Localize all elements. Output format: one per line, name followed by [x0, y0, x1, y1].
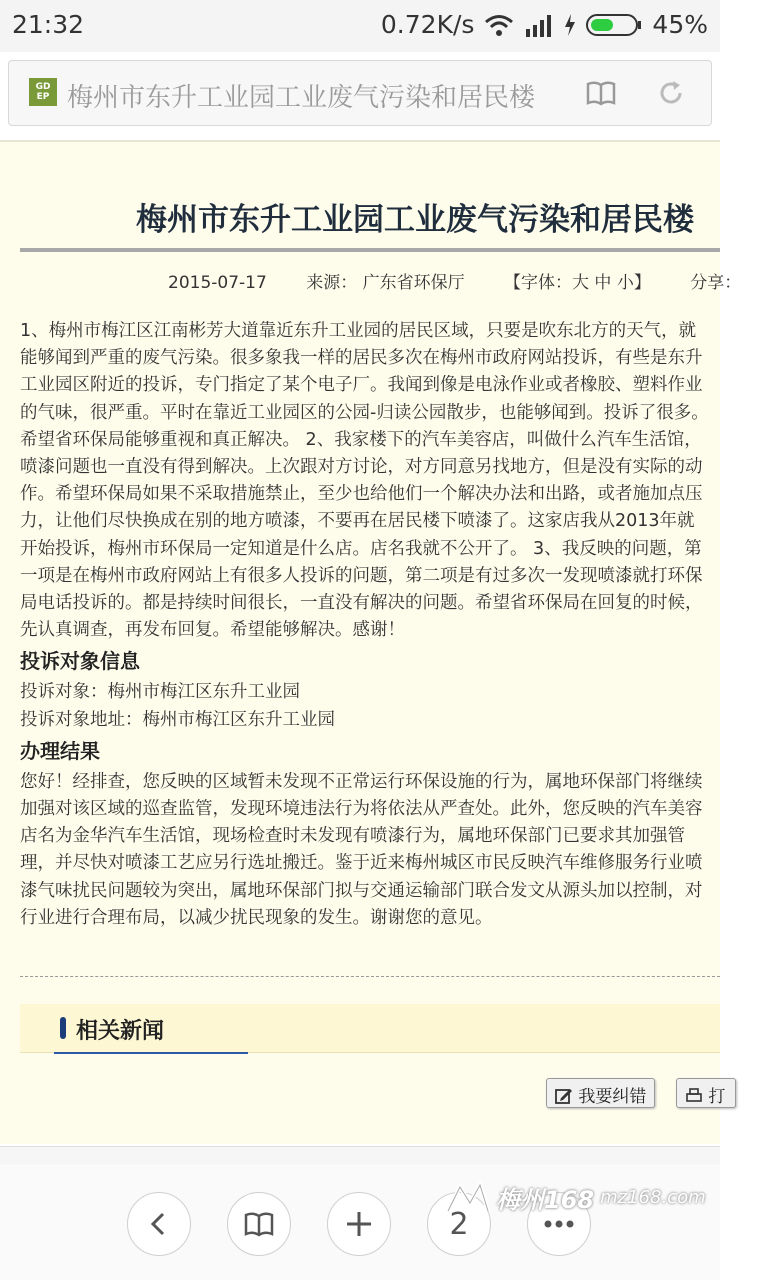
back-icon — [146, 1211, 172, 1237]
related-news-marker — [60, 1017, 66, 1039]
print-label: 打 — [708, 1087, 726, 1107]
address-bar[interactable] — [8, 60, 712, 126]
tab-count: 2 — [449, 1206, 469, 1242]
print-icon — [685, 1087, 703, 1105]
status-time: 21:32 — [12, 10, 85, 39]
refresh-icon[interactable] — [655, 77, 687, 109]
report-error-label: 我要纠错 — [578, 1087, 647, 1107]
article-date: 2015-07-17 — [168, 273, 267, 293]
complaint-target-heading: 投诉对象信息 — [20, 649, 140, 674]
related-news-header — [20, 1004, 720, 1053]
bookmarks-button[interactable] — [227, 1192, 291, 1256]
site-watermark — [446, 1180, 706, 1215]
web-page — [0, 140, 742, 1144]
more-icon — [544, 1220, 574, 1228]
signal-icon — [524, 13, 554, 37]
new-tab-button[interactable] — [327, 1192, 391, 1256]
status-icons — [381, 10, 708, 39]
font-size-selector[interactable]: 【字体：大 中 小】 — [504, 273, 651, 293]
complaint-target: 投诉对象：梅州市梅江区东升工业园 — [20, 682, 300, 703]
favicon-text: GDEP — [35, 82, 51, 102]
article-title: 梅州市东升工业园工业废气污染和居民楼 — [136, 202, 694, 238]
related-news-underline — [54, 1052, 248, 1054]
reader-mode-icon[interactable] — [585, 77, 617, 109]
network-speed: 0.72K/s — [380, 10, 475, 39]
report-error-button[interactable] — [546, 1078, 655, 1108]
battery-percent: 45% — [652, 10, 708, 39]
result-body: 您好！经排查，您反映的区域暂未发现不正常运行环保设施的行为，属地环保部门将继续加强对该区域的巡查监管，发现环境违法行为将依法从严查处。此外，您反映的汽车美容店名为金华汽车生活馆，现场检查时未发现有喷漆行为，属地环保部门已要求其加强管理，并尽快对喷漆工艺应另行选址搬迁。鉴于近来梅州城区市民反映汽车维修服务行业喷漆气味扰民问题较为突出，属地环保部门拟与交通运输部门联合发文从源头加以控制，对行业进行合理布局，以减少扰民现象的发生。谢谢您的意见。 — [20, 771, 703, 928]
result-heading: 办理结果 — [20, 738, 100, 763]
watermark-text: 梅州168 — [496, 1186, 595, 1214]
section-divider — [20, 976, 720, 977]
article-meta — [168, 268, 775, 293]
share-label[interactable]: 分享： — [690, 273, 742, 293]
related-news-label: 相关新闻 — [76, 1019, 165, 1044]
plus-icon — [345, 1210, 373, 1238]
article-source: 来源： 广东省环保厅 — [306, 273, 465, 293]
print-button[interactable] — [676, 1078, 736, 1108]
complaint-body: 1、梅州市梅江区江南彬芳大道靠近东升工业园的居民区域，只要是吹东北方的天气，就能够闻到严重的废气污染。很多象我一样的居民多次在梅州市政府网站投诉，有些是东升工业园区附近的投诉，专门指定了某个电子厂。我闻到像是电泳作业或者橡胶、塑料作业的气味，很严重。平时在靠近工业园区的公园-归读公园散步，也能够闻到。投诉了很多。希望省环保局能够重视和真正解决。 2、我家楼下的汽车美容店，叫做什么汽车生活馆，喷漆问题也一直没有得到解决。上次跟对方讨论，对方同意另找地方，但是没有实际的动作。希望环保局如果不采取措施禁止，至少也给他们一个解决办法和出路，或者施加点压力，让他们尽快换成在别的地方喷漆，不要再在居民楼下喷漆了。这家店我从2013年就开始投诉，梅州市环保局一定知道是什么店。店名我就不公开了。 3、我反映的问题，第一项是在梅州市政府网站上有很多人投诉的问题，第二项是有过多次一发现喷漆就打环保局电话投诉的。都是持续时间很长，一直没有解决的问题。希望省环保局在回复的时候，先认真调查，再发布回复。希望能够解决。感谢！ — [20, 321, 709, 641]
battery-icon — [586, 13, 642, 37]
page-title-in-address-bar[interactable]: 梅州市东升工业园工业废气污染和居民楼 — [67, 83, 536, 113]
browser-bottom-bar — [0, 1166, 720, 1280]
title-divider — [20, 248, 720, 252]
complaint-target-address: 投诉对象地址：梅州市梅江区东升工业园 — [20, 709, 335, 730]
book-icon — [244, 1211, 274, 1237]
wifi-icon — [484, 13, 514, 37]
edit-icon — [555, 1087, 573, 1105]
watermark-domain: mz168.com — [600, 1187, 706, 1208]
back-button[interactable] — [127, 1192, 191, 1256]
page-bottom-gap — [0, 1146, 720, 1165]
article-content — [20, 318, 710, 932]
watermark-logo-icon — [446, 1181, 490, 1215]
status-bar — [0, 0, 720, 52]
charging-icon — [564, 13, 576, 37]
site-favicon — [29, 78, 57, 106]
